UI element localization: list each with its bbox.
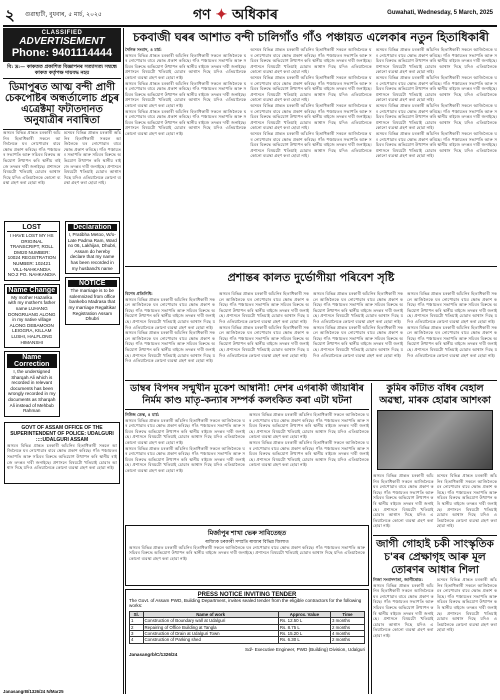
tender-table <box>129 611 365 644</box>
table-row <box>130 637 365 643</box>
top-story <box>125 28 497 267</box>
top-story-col <box>250 47 371 259</box>
table-cell: 3 <box>130 631 144 637</box>
lost-notice <box>4 221 60 281</box>
mid-story-dateline: বিশেষ প্ৰতিনিধি: <box>125 291 153 296</box>
classified-footer-code: JanasangrB/1326/24 N/Mar25 <box>3 689 64 694</box>
mid-story-text: অসমৰ বিভিন্ন প্ৰান্তত চৰকাৰী আঁচনিৰ হিতাধিকাৰী সকলে আজিলৈকে ঘৰ নোপোৱাৰ বাবে ক্ষোভ প্ৰকাশ কৰিছে। গাঁও পঞ্চায়তৰ সভাপতি আৰু সচিবৰ বিৰুদ্ধে অভিযোগ উত্থাপন কৰি স্থানীয় ৰাইজে তদন্তৰ দাবী জনাইছে। প্ৰশাসনে বিষয়টো খতিয়াই চোৱাৰ আশ্বাস দিছে যদিও এতিয়ালৈকে কোনো ব্যৱস্থা গ্ৰহণ কৰা হোৱা নাই। <box>313 324 403 358</box>
top-story-dateline: দৈনিক সংবাদ, ৪ মাৰ্চ: <box>125 47 162 52</box>
tender-column-header: Time <box>330 611 364 617</box>
govt-notice <box>4 422 120 484</box>
mid-story-text: অসমৰ বিভিন্ন প্ৰান্তত চৰকাৰী আঁচনিৰ হিতাধিকাৰী সকলে আজিলৈকে ঘৰ নোপোৱাৰ বাবে ক্ষোভ প্ৰকাশ কৰিছে। গাঁও পঞ্চায়তৰ সভাপতি আৰু সচিবৰ বিৰুদ্ধে অভিযোগ উত্থাপন কৰি স্থানীয় ৰাইজে তদন্তৰ দাবী জনাইছে। প্ৰশাসনে বিষয়টো খতিয়াই চোৱাৰ আশ্বাস দিছে যদিও এতিয়ালৈকে কোনো ব্যৱস্থা গ্ৰহণ কৰা হোৱা নাই। <box>219 291 309 324</box>
masthead-prefix: গণ <box>193 7 211 23</box>
top-story-text: অসমৰ বিভিন্ন প্ৰান্তত চৰকাৰী আঁচনিৰ হিতাধিকাৰী সকলে আজিলৈকে ঘৰ নোপোৱাৰ বাবে ক্ষোভ প্ৰকাশ কৰিছে। গাঁও পঞ্চায়তৰ সভাপতি আৰু সচিবৰ বিৰুদ্ধে অভিযোগ উত্থাপন কৰি স্থানীয় ৰাইজে তদন্তৰ দাবী জনাইছে। প্ৰশাসনে বিষয়টো খতিয়াই চোৱাৰ আশ্বাস দিছে যদিও এতিয়ালৈকে কোনো ব্যৱস্থা গ্ৰহণ কৰা হোৱা নাই। <box>375 130 497 159</box>
ulfa-story-headline: ডাম্বৰ বিপদৰ সন্মুখীন মুকেশ আম্বানী! দেশৰ এগৰাকী জীয়াৰীৰ নিৰ্মম কাণ্ড মাতৃ-কন্যাৰ সম্পৰ্ক কলংকিত কৰা এটা ঘটনা <box>125 383 369 410</box>
top-story-text: অসমৰ বিভিন্ন প্ৰান্তত চৰকাৰী আঁচনিৰ হিতাধিকাৰী সকলে আজিলৈকে ঘৰ নোপোৱাৰ বাবে ক্ষোভ প্ৰকাশ কৰিছে। গাঁও পঞ্চায়তৰ সভাপতি আৰু সচিবৰ বিৰুদ্ধে অভিযোগ উত্থাপন কৰি স্থানীয় ৰাইজে তদন্তৰ দাবী জনাইছে। প্ৰশাসনে বিষয়টো খতিয়াই চোৱাৰ আশ্বাস দিছে যদিও এতিয়ালৈকে কোনো ব্যৱস্থা গ্ৰহণ কৰা হোৱা নাই। <box>250 74 372 103</box>
masthead-suffix: অধিকাৰ <box>232 7 278 23</box>
top-story-col <box>376 47 497 259</box>
ad-notice-title: মিৰ্জাপুৰ শাখা ভেৰু সাবিতেহত <box>207 530 287 537</box>
table-cell: 2 <box>130 624 144 630</box>
lost-text: I HAVE LOST MY HS ORIGINAL TRANSCRIPT, ROLL DMI20 NUMBER: 10024 REGISTRATION NUMBER: 102421 VILL-NAHKANDIA NO.2 PO. NAHKANDIA <box>7 233 56 278</box>
right-story-col <box>373 473 434 533</box>
top-story-text: অসমৰ বিভিন্ন প্ৰান্তত চৰকাৰী আঁচনিৰ হিতাধিকাৰী সকলে আজিলৈকে ঘৰ নোপোৱাৰ বাবে ক্ষোভ প্ৰকাশ কৰিছে। গাঁও পঞ্চায়তৰ সভাপতি আৰু সচিবৰ বিৰুদ্ধে অভিযোগ উত্থাপন কৰি স্থানীয় ৰাইজে তদন্তৰ দাবী জনাইছে। প্ৰশাসনে বিষয়টো খতিয়াই চোৱাৰ আশ্বাস দিছে যদিও এতিয়ালৈকে কোনো ব্যৱস্থা গ্ৰহণ কৰা হোৱা নাই। <box>125 52 247 80</box>
declaration-notice <box>65 221 121 274</box>
left-headline: ডিমাপুৰত আত্ম বন্দী প্ৰাণী চেকপোষ্টৰ অন্ধৰ্তালোচ প্ৰচুৰ এত্ৰেক্টমা ফটাতদানত অনুযাত্ৰীৰ নবান্বিতা <box>3 79 121 130</box>
classified-phone: Phone: 9401114444 <box>11 47 113 59</box>
top-story-headline: চকবাজী ঘৰৰ আশাত বন্দী চালিগাঁও গাঁও পঞ্চায়ত এলেকাৰ নতুন হিতাধিকাৰী <box>133 30 489 44</box>
left-article-body: অসমৰ বিভিন্ন প্ৰান্তত চৰকাৰী আঁচনিৰ হিতাধিকাৰী সকলে আজিলৈকে ঘৰ নোপোৱাৰ বাবে ক্ষোভ প্ৰকাশ কৰিছে। গাঁও পঞ্চায়তৰ সভাপতি আৰু সচিবৰ বিৰুদ্ধে অভিযোগ উত্থাপন কৰি স্থানীয় ৰাইজে তদন্তৰ দাবী জনাইছে। প্ৰশাসনে বিষয়টো খতিয়াই চোৱাৰ আশ্বাস দিছে যদিও এতিয়ালৈকে কোনো ব্যৱস্থা গ্ৰহণ কৰা হোৱা নাই। <box>3 130 61 186</box>
table-cell: Repairing of Office Building at Tangla <box>143 624 278 630</box>
header-date-assamese: গুৱাহাটী, বুধবাৰ, ৫ মাৰ্চ, ২০২৫ <box>25 11 102 18</box>
right-story-headline: কুমিৰ কাঁটাত বাঁধৰ বেহাল অৱস্থা, মাৰক হোৱাৰ আশংকা <box>379 383 491 406</box>
ulfa-story-col <box>249 412 369 522</box>
ad-notice-body: অসমৰ বিভিন্ন প্ৰান্তত চৰকাৰী আঁচনিৰ হিতাধিকাৰী সকলে আজিলৈকে ঘৰ নোপোৱাৰ বাবে ক্ষোভ প্ৰকাশ কৰিছে। গাঁও পঞ্চায়তৰ সভাপতি আৰু সচিবৰ বিৰুদ্ধে অভিযোগ উত্থাপন কৰি স্থানীয় ৰাইজে তদন্তৰ দাবী জনাইছে। প্ৰশাসনে বিষয়টো খতিয়াই চোৱাৰ আশ্বাস দিছে যদিও এতিয়ালৈকে কোনো ব্যৱস্থা গ্ৰহণ কৰা হোৱা নাই। <box>129 544 365 561</box>
name-change-text: My mother Hazarika with my mother's father name LUHANG DONGRUANG ALONG in my native village ALONG DEBAMOON LEIGGRA, KILLAM LUSHI, HALFLONG HIMANSHI <box>8 294 56 345</box>
table-cell: Rs. 6.30 L <box>278 637 330 643</box>
jagi-story-text: অসমৰ বিভিন্ন প্ৰান্তত চৰকাৰী আঁচনিৰ হিতাধিকাৰী সকলে আজিলৈকে ঘৰ নোপোৱাৰ বাবে ক্ষোভ প্ৰকাশ কৰিছে। গাঁও পঞ্চায়তৰ সভাপতি আৰু সচিবৰ বিৰুদ্ধে অভিযোগ উত্থাপন কৰি স্থানীয় ৰাইজে তদন্তৰ দাবী জনাইছে। প্ৰশাসনে বিষয়টো খতিয়াই চোৱাৰ আশ্বাস দিছে যদিও এতিয়ালৈকে কোনো ব্যৱস্থা গ্ৰহণ কৰা হোৱা নাই। <box>373 582 434 638</box>
mid-story-col <box>407 291 497 386</box>
page-header <box>3 3 497 27</box>
page-number: ২ <box>5 6 15 24</box>
right-story-col <box>437 473 498 533</box>
tender-title: PRESS NOTICE INVITING TENDER <box>197 591 297 598</box>
mid-story-text: অসমৰ বিভিন্ন প্ৰান্তত চৰকাৰী আঁচনিৰ হিতাধিকাৰী সকলে আজিলৈকে ঘৰ নোপোৱাৰ বাবে ক্ষোভ প্ৰকাশ কৰিছে। গাঁও পঞ্চায়তৰ সভাপতি আৰু সচিবৰ বিৰুদ্ধে অভিযোগ উত্থাপন কৰি স্থানীয় ৰাইজে তদন্তৰ দাবী জনাইছে। প্ৰশাসনে বিষয়টো খতিয়াই চোৱাৰ আশ্বাস দিছে যদিও এতিয়ালৈকে কোনো ব্যৱস্থা গ্ৰহণ কৰা হোৱা নাই। <box>313 291 403 324</box>
lost-title: LOST <box>7 224 57 232</box>
declaration-text: I, Pratibha Metoo, W/o- Late Padma Ram, Ward no 06, Lakhijan, Dhubri, Assam do hereby declare that my name has been recorded in my husband's name <box>67 232 117 271</box>
ulfa-story-col <box>125 412 245 522</box>
masthead-logo-icon: ✦ <box>215 7 228 23</box>
tender-intro: The Govt. of Assam PWD, Building Department, invites sealed tender from the eligible contractors for the following works: <box>129 597 362 609</box>
jagi-story-text: অসমৰ বিভিন্ন প্ৰান্তত চৰকাৰী আঁচনিৰ হিতাধিকাৰী সকলে আজিলৈকে ঘৰ নোপোৱাৰ বাবে ক্ষোভ প্ৰকাশ কৰিছে। গাঁও পঞ্চায়তৰ সভাপতি আৰু সচিবৰ বিৰুদ্ধে অভিযোগ উত্থাপন কৰি স্থানীয় ৰাইজে তদন্তৰ দাবী জনাইছে। প্ৰশাসনে বিষয়টো খতিয়াই চোৱাৰ আশ্বাস দিছে যদিও এতিয়ালৈকে কোনো ব্যৱস্থা গ্ৰহণ কৰা হোৱা নাই। <box>436 577 497 633</box>
ad-notice <box>125 525 369 586</box>
ulfa-story-text: অসমৰ বিভিন্ন প্ৰান্তত চৰকাৰী আঁচনিৰ হিতাধিকাৰী সকলে আজিলৈকে ঘৰ নোপোৱাৰ বাবে ক্ষোভ প্ৰকাশ কৰিছে। গাঁও পঞ্চায়তৰ সভাপতি আৰু সচিবৰ বিৰুদ্ধে অভিযোগ উত্থাপন কৰি স্থানীয় ৰাইজে তদন্তৰ দাবী জনাইছে। প্ৰশাসনে বিষয়টো খতিয়াই চোৱাৰ আশ্বাস দিছে যদিও এতিয়ালৈকে কোনো ব্যৱস্থা গ্ৰহণ কৰা হোৱা নাই। <box>249 439 369 468</box>
table-cell: Construction of Boundary wall at Udalguri <box>143 618 278 624</box>
mid-story-text: অসমৰ বিভিন্ন প্ৰান্তত চৰকাৰী আঁচনিৰ হিতাধিকাৰী সকলে আজিলৈকে ঘৰ নোপোৱাৰ বাবে ক্ষোভ প্ৰকাশ কৰিছে। গাঁও পঞ্চায়তৰ সভাপতি আৰু সচিবৰ বিৰুদ্ধে অভিযোগ উত্থাপন কৰি স্থানীয় ৰাইজে তদন্তৰ দাবী জনাইছে। প্ৰশাসনে বিষয়টো খতিয়াই চোৱাৰ আশ্বাস দিছে যদিও এতিয়ালৈকে কোনো ব্যৱস্থা গ্ৰহণ কৰা হোৱা নাই। <box>219 324 309 358</box>
top-story-col <box>125 47 246 259</box>
right-story-text: অসমৰ বিভিন্ন প্ৰান্তত চৰকাৰী আঁচনিৰ হিতাধিকাৰী সকলে আজিলৈকে ঘৰ নোপোৱাৰ বাবে ক্ষোভ প্ৰকাশ কৰিছে। গাঁও পঞ্চায়তৰ সভাপতি আৰু সচিবৰ বিৰুদ্ধে অভিযোগ উত্থাপন কৰি স্থানীয় ৰাইজে তদন্তৰ দাবী জনাইছে। প্ৰশাসনে বিষয়টো খতিয়াই চোৱাৰ আশ্বাস দিছে যদিও এতিয়ালৈকে কোনো ব্যৱস্থা গ্ৰহণ কৰা হোৱা নাই। <box>373 473 434 529</box>
right-story-body <box>373 473 497 533</box>
top-story-text: অসমৰ বিভিন্ন প্ৰান্তত চৰকাৰী আঁচনিৰ হিতাধিকাৰী সকলে আজিলৈকে ঘৰ নোপোৱাৰ বাবে ক্ষোভ প্ৰকাশ কৰিছে। গাঁও পঞ্চায়তৰ সভাপতি আৰু সচিবৰ বিৰুদ্ধে অভিযোগ উত্থাপন কৰি স্থানীয় ৰাইজে তদন্তৰ দাবী জনাইছে। প্ৰশাসনে বিষয়টো খতিয়াই চোৱাৰ আশ্বাস দিছে যদিও এতিয়ালৈকে কোনো ব্যৱস্থা গ্ৰহণ কৰা হোৱা নাই। <box>250 130 372 159</box>
table-cell: 1 <box>130 618 144 624</box>
notice-title: NOTICE <box>68 280 118 287</box>
name-correction-notice <box>4 351 60 417</box>
left-article-body-2: অসমৰ বিভিন্ন প্ৰান্তত চৰকাৰী আঁচনিৰ হিতাধিকাৰী সকলে আজিলৈকে ঘৰ নোপোৱাৰ বাবে ক্ষোভ প্ৰকাশ কৰিছে। গাঁও পঞ্চায়তৰ সভাপতি আৰু সচিবৰ বিৰুদ্ধে অভিযোগ উত্থাপন কৰি স্থানীয় ৰাইজে তদন্তৰ দাবী জনাইছে। প্ৰশাসনে বিষয়টো খতিয়াই চোৱাৰ আশ্বাস দিছে যদিও এতিয়ালৈকে কোনো ব্যৱস্থা গ্ৰহণ কৰা হোৱা নাই। <box>63 130 121 186</box>
classified-label: CLASSIFIED <box>41 30 83 36</box>
top-story-text: অসমৰ বিভিন্ন প্ৰান্তত চৰকাৰী আঁচনিৰ হিতাধিকাৰী সকলে আজিলৈকে ঘৰ নোপোৱাৰ বাবে ক্ষোভ প্ৰকাশ কৰিছে। গাঁও পঞ্চায়তৰ সভাপতি আৰু সচিবৰ বিৰুদ্ধে অভিযোগ উত্থাপন কৰি স্থানীয় ৰাইজে তদন্তৰ দাবী জনাইছে। প্ৰশাসনে বিষয়টো খতিয়াই চোৱাৰ আশ্বাস দিছে যদিও এতিয়ালৈকে কোনো ব্যৱস্থা গ্ৰহণ কৰা হোৱা নাই। <box>375 74 497 103</box>
top-story-text: অসমৰ বিভিন্ন প্ৰান্তত চৰকাৰী আঁচনিৰ হিতাধিকাৰী সকলে আজিলৈকে ঘৰ নোপোৱাৰ বাবে ক্ষোভ প্ৰকাশ কৰিছে। গাঁও পঞ্চায়তৰ সভাপতি আৰু সচিবৰ বিৰুদ্ধে অভিযোগ উত্থাপন কৰি স্থানীয় ৰাইজে তদন্তৰ দাবী জনাইছে। প্ৰশাসনে বিষয়টো খতিয়াই চোৱাৰ আশ্বাস দিছে যদিও এতিয়ালৈকে কোনো ব্যৱস্থা গ্ৰহণ কৰা হোৱা নাই। <box>250 47 372 75</box>
table-cell: 4 <box>130 637 144 643</box>
mid-story-text: অসমৰ বিভিন্ন প্ৰান্তত চৰকাৰী আঁচনিৰ হিতাধিকাৰী সকলে আজিলৈকে ঘৰ নোপোৱাৰ বাবে ক্ষোভ প্ৰকাশ কৰিছে। গাঁও পঞ্চায়তৰ সভাপতি আৰু সচিবৰ বিৰুদ্ধে অভিযোগ উত্থাপন কৰি স্থানীয় ৰাইজে তদন্তৰ দাবী জনাইছে। প্ৰশাসনে বিষয়টো খতিয়াই চোৱাৰ আশ্বাস দিছে যদিও এতিয়ালৈকে কোনো ব্যৱস্থা গ্ৰহণ কৰা হোৱা নাই। <box>407 324 497 358</box>
tender-column-header: Approx. Value <box>278 611 330 617</box>
govt-notice-title: GOVT OF ASSAM OFFICE OF THE SUPERINTENDENT OF POLICE: UDALGURI ::::UDALGURI ASSAM <box>10 424 114 443</box>
classified-banner <box>3 28 121 62</box>
top-story-text: অসমৰ বিভিন্ন প্ৰান্তত চৰকাৰী আঁচনিৰ হিতাধিকাৰী সকলে আজিলৈকে ঘৰ নোপোৱাৰ বাবে ক্ষোভ প্ৰকাশ কৰিছে। গাঁও পঞ্চায়তৰ সভাপতি আৰু সচিবৰ বিৰুদ্ধে অভিযোগ উত্থাপন কৰি স্থানীয় ৰাইজে তদন্তৰ দাবী জনাইছে। প্ৰশাসনে বিষয়টো খতিয়াই চোৱাৰ আশ্বাস দিছে যদিও এতিয়ালৈকে কোনো ব্যৱস্থা গ্ৰহণ কৰা হোৱা নাই। <box>250 102 372 131</box>
masthead <box>193 3 278 27</box>
classified-subcolumns <box>3 130 121 420</box>
jagi-story-headline: জাগী গোহাই চকী সাংস্কৃতিক চ'ৰৰ প্ৰেক্ষাগৃহ আৰু মূল তোৰণৰ আধাৰ শিলা <box>373 535 497 577</box>
ulfa-story-text: অসমৰ বিভিন্ন প্ৰান্তত চৰকাৰী আঁচনিৰ হিতাধিকাৰী সকলে আজিলৈকে ঘৰ নোপোৱাৰ বাবে ক্ষোভ প্ৰকাশ কৰিছে। গাঁও পঞ্চায়তৰ সভাপতি আৰু সচিবৰ বিৰুদ্ধে অভিযোগ উত্থাপন কৰি স্থানীয় ৰাইজে তদন্তৰ দাবী জনাইছে। প্ৰশাসনে বিষয়টো খতিয়াই চোৱাৰ আশ্বাস দিছে যদিও এতিয়ালৈকে কোনো ব্যৱস্থা গ্ৰহণ কৰা হোৱা নাই। <box>125 445 245 473</box>
classified-subcol-right <box>64 130 122 420</box>
mid-story-headline: প্ৰশান্তৰ কালত দুৰ্ভোগীয়া পৰিবেশ সৃষ্টি <box>227 271 395 284</box>
jagi-story-dateline: নিজা সংবাদদাতা, জাগীৰোড: <box>373 577 423 582</box>
top-story-text: অসমৰ বিভিন্ন প্ৰান্তত চৰকাৰী আঁচনিৰ হিতাধিকাৰী সকলে আজিলৈকে ঘৰ নোপোৱাৰ বাবে ক্ষোভ প্ৰকাশ কৰিছে। গাঁও পঞ্চায়তৰ সভাপতি আৰু সচিবৰ বিৰুদ্ধে অভিযোগ উত্থাপন কৰি স্থানীয় ৰাইজে তদন্তৰ দাবী জনাইছে। প্ৰশাসনে বিষয়টো খতিয়াই চোৱাৰ আশ্বাস দিছে যদিও এতিয়ালৈকে কোনো ব্যৱস্থা গ্ৰহণ কৰা হোৱা নাই। <box>125 80 247 108</box>
table-cell: Rs. 15.20 L <box>278 631 330 637</box>
tender-notice <box>125 589 369 694</box>
tender-column-header: Sl. <box>130 611 144 617</box>
column-divider <box>123 28 124 694</box>
ulfa-story-dateline: নিউজ ডেস্ক, ৪ মাৰ্চ: <box>125 412 160 417</box>
mid-story-body <box>125 291 497 386</box>
table-cell: 2 months <box>330 624 364 630</box>
name-change-notice <box>4 284 60 348</box>
newspaper-page <box>3 3 497 697</box>
tender-signature: Sd/- Executive Engineer, PWD (Building) Division, Udalguri <box>245 646 365 652</box>
table-cell: Construction of Drain at Udalguri Town <box>143 631 278 637</box>
mid-story-text: অসমৰ বিভিন্ন প্ৰান্তত চৰকাৰী আঁচনিৰ হিতাধিকাৰী সকলে আজিলৈকে ঘৰ নোপোৱাৰ বাবে ক্ষোভ প্ৰকাশ কৰিছে। গাঁও পঞ্চায়তৰ সভাপতি আৰু সচিবৰ বিৰুদ্ধে অভিযোগ উত্থাপন কৰি স্থানীয় ৰাইজে তদন্তৰ দাবী জনাইছে। প্ৰশাসনে বিষয়টো খতিয়াই চোৱাৰ আশ্বাস দিছে যদিও এতিয়ালৈকে কোনো ব্যৱস্থা গ্ৰহণ কৰা হোৱা নাই। <box>407 291 497 324</box>
column-divider <box>371 383 372 694</box>
ulfa-story-body <box>125 412 369 522</box>
mid-story <box>125 268 497 381</box>
top-story-body <box>125 47 497 259</box>
name-change-title: Name Change <box>8 286 56 294</box>
table-cell: 4 months <box>330 631 364 637</box>
marriage-notice <box>65 277 121 325</box>
jagi-story-col <box>373 577 434 639</box>
main-news-area <box>125 28 497 694</box>
mid-story-col <box>219 291 309 386</box>
news-photo <box>377 410 493 470</box>
notice-text: The marriage is to be solemnized from office bankebo Madrasa that my marriage Regaltikar Registration Assam Dhubri <box>68 288 116 322</box>
advertisement-label: ADVERTISEMENT <box>19 36 105 47</box>
table-cell: Rs. 12.50 L <box>278 618 330 624</box>
govt-notice-body: অসমৰ বিভিন্ন প্ৰান্তত চৰকাৰী আঁচনিৰ হিতাধিকাৰী সকলে আজিলৈকে ঘৰ নোপোৱাৰ বাবে ক্ষোভ প্ৰকাশ কৰিছে। গাঁও পঞ্চায়তৰ সভাপতি আৰু সচিবৰ বিৰুদ্ধে অভিযোগ উত্থাপন কৰি স্থানীয় ৰাইজে তদন্তৰ দাবী জনাইছে। প্ৰশাসনে বিষয়টো খতিয়াই চোৱাৰ আশ্বাস দিছে যদিও এতিয়ালৈকে কোনো ব্যৱস্থা গ্ৰহণ কৰা হোৱা নাই। <box>7 442 117 471</box>
top-story-text: অসমৰ বিভিন্ন প্ৰান্তত চৰকাৰী আঁচনিৰ হিতাধিকাৰী সকলে আজিলৈকে ঘৰ নোপোৱাৰ বাবে ক্ষোভ প্ৰকাশ কৰিছে। গাঁও পঞ্চায়তৰ সভাপতি আৰু সচিবৰ বিৰুদ্ধে অভিযোগ উত্থাপন কৰি স্থানীয় ৰাইজে তদন্তৰ দাবী জনাইছে। প্ৰশাসনে বিষয়টো খতিয়াই চোৱাৰ আশ্বাস দিছে যদিও এতিয়ালৈকে কোনো ব্যৱস্থা গ্ৰহণ কৰা হোৱা নাই। <box>375 102 497 131</box>
mid-story-col <box>125 291 215 386</box>
top-story-text: অসমৰ বিভিন্ন প্ৰান্তত চৰকাৰী আঁচনিৰ হিতাধিকাৰী সকলে আজিলৈকে ঘৰ নোপোৱাৰ বাবে ক্ষোভ প্ৰকাশ কৰিছে। গাঁও পঞ্চায়তৰ সভাপতি আৰু সচিবৰ বিৰুদ্ধে অভিযোগ উত্থাপন কৰি স্থানীয় ৰাইজে তদন্তৰ দাবী জনাইছে। প্ৰশাসনে বিষয়টো খতিয়াই চোৱাৰ আশ্বাস দিছে যদিও এতিয়ালৈকে কোনো ব্যৱস্থা গ্ৰহণ কৰা হোৱা নাই। <box>375 47 497 75</box>
table-cell: Construction of Parking shed <box>143 637 278 643</box>
name-correction-text: I, the undersigned Sharqah Ali which is recorded in relevant documents has been wrongly recorded in my documents as Sharqah Ali instead of Mehbub Rahman <box>8 369 56 414</box>
jagi-story-body <box>373 577 497 639</box>
table-cell: 2 months <box>330 637 364 643</box>
ulfa-story-text: অসমৰ বিভিন্ন প্ৰান্তত চৰকাৰী আঁচনিৰ হিতাধিকাৰী সকলে আজিলৈকে ঘৰ নোপোৱাৰ বাবে ক্ষোভ প্ৰকাশ কৰিছে। গাঁও পঞ্চায়তৰ সভাপতি আৰু সচিবৰ বিৰুদ্ধে অভিযোগ উত্থাপন কৰি স্থানীয় ৰাইজে তদন্তৰ দাবী জনাইছে। প্ৰশাসনে বিষয়টো খতিয়াই চোৱাৰ আশ্বাস দিছে যদিও এতিয়ালৈকে কোনো ব্যৱস্থা গ্ৰহণ কৰা হোৱা নাই। <box>125 417 245 445</box>
ad-notice-subtitle: ৰাজ্যিক চৰকাৰী সম্প্ৰতি ৰাজ্যৰ বিভিন্ন জিলাত <box>205 539 289 544</box>
tender-column-header: Name of work <box>143 611 278 617</box>
classified-column <box>3 28 121 694</box>
classified-subcol-left <box>3 130 61 420</box>
jagi-story-col <box>437 577 498 639</box>
ulfa-story <box>125 383 369 694</box>
mid-story-text: অসমৰ বিভিন্ন প্ৰান্তত চৰকাৰী আঁচনিৰ হিতাধিকাৰী সকলে আজিলৈকে ঘৰ নোপোৱাৰ বাবে ক্ষোভ প্ৰকাশ কৰিছে। গাঁও পঞ্চায়তৰ সভাপতি আৰু সচিবৰ বিৰুদ্ধে অভিযোগ উত্থাপন কৰি স্থানীয় ৰাইজে তদন্তৰ দাবী জনাইছে। প্ৰশাসনে বিষয়টো খতিয়াই চোৱাৰ আশ্বাস দিছে যদিও এতিয়ালৈকে কোনো ব্যৱস্থা গ্ৰহণ কৰা হোৱা নাই। <box>125 330 215 364</box>
table-cell: 3 months <box>330 618 364 624</box>
tender-ref: Janasangrb/C/1326/24 <box>129 652 178 658</box>
mid-story-text: অসমৰ বিভিন্ন প্ৰান্তত চৰকাৰী আঁচনিৰ হিতাধিকাৰী সকলে আজিলৈকে ঘৰ নোপোৱাৰ বাবে ক্ষোভ প্ৰকাশ কৰিছে। গাঁও পঞ্চায়তৰ সভাপতি আৰু সচিবৰ বিৰুদ্ধে অভিযোগ উত্থাপন কৰি স্থানীয় ৰাইজে তদন্তৰ দাবী জনাইছে। প্ৰশাসনে বিষয়টো খতিয়াই চোৱাৰ আশ্বাস দিছে যদিও এতিয়ালৈকে কোনো ব্যৱস্থা গ্ৰহণ কৰা হোৱা নাই। <box>125 296 215 330</box>
mid-story-col <box>313 291 403 386</box>
classified-disclaimer: বি: দ্ৰ:— কাকতত প্ৰকাশিত বিজ্ঞাপনৰ সত্যাসত্য সম্বন্ধে কাকত কৰ্তৃপক্ষ দায়বদ্ধ নহয় <box>3 62 121 79</box>
tender-body <box>130 618 365 644</box>
table-cell: Rs. 8.75 L <box>278 624 330 630</box>
declaration-title: Declaration <box>68 224 118 231</box>
header-date-english: Guwahati, Wednesday, 5 March, 2025 <box>387 10 493 16</box>
ulfa-story-text: অসমৰ বিভিন্ন প্ৰান্তত চৰকাৰী আঁচনিৰ হিতাধিকাৰী সকলে আজিলৈকে ঘৰ নোপোৱাৰ বাবে ক্ষোভ প্ৰকাশ কৰিছে। গাঁও পঞ্চায়তৰ সভাপতি আৰু সচিবৰ বিৰুদ্ধে অভিযোগ উত্থাপন কৰি স্থানীয় ৰাইজে তদন্তৰ দাবী জনাইছে। প্ৰশাসনে বিষয়টো খতিয়াই চোৱাৰ আশ্বাস দিছে যদিও এতিয়ালৈকে কোনো ব্যৱস্থা গ্ৰহণ কৰা হোৱা নাই। <box>249 412 369 440</box>
top-story-text: অসমৰ বিভিন্ন প্ৰান্তত চৰকাৰী আঁচনিৰ হিতাধিকাৰী সকলে আজিলৈকে ঘৰ নোপোৱাৰ বাবে ক্ষোভ প্ৰকাশ কৰিছে। গাঁও পঞ্চায়তৰ সভাপতি আৰু সচিবৰ বিৰুদ্ধে অভিযোগ উত্থাপন কৰি স্থানীয় ৰাইজে তদন্তৰ দাবী জনাইছে। প্ৰশাসনে বিষয়টো খতিয়াই চোৱাৰ আশ্বাস দিছে যদিও এতিয়ালৈকে কোনো ব্যৱস্থা গ্ৰহণ কৰা হোৱা নাই। <box>125 108 247 136</box>
name-correction-title: Name Correction <box>7 354 57 368</box>
right-stories <box>373 383 497 694</box>
right-story-text: অসমৰ বিভিন্ন প্ৰান্তত চৰকাৰী আঁচনিৰ হিতাধিকাৰী সকলে আজিলৈকে ঘৰ নোপোৱাৰ বাবে ক্ষোভ প্ৰকাশ কৰিছে। গাঁও পঞ্চায়তৰ সভাপতি আৰু সচিবৰ বিৰুদ্ধে অভিযোগ উত্থাপন কৰি স্থানীয় ৰাইজে তদন্তৰ দাবী জনাইছে। প্ৰশাসনে বিষয়টো খতিয়াই চোৱাৰ আশ্বাস দিছে যদিও এতিয়ালৈকে কোনো ব্যৱস্থা গ্ৰহণ কৰা হোৱা নাই। <box>436 473 497 529</box>
